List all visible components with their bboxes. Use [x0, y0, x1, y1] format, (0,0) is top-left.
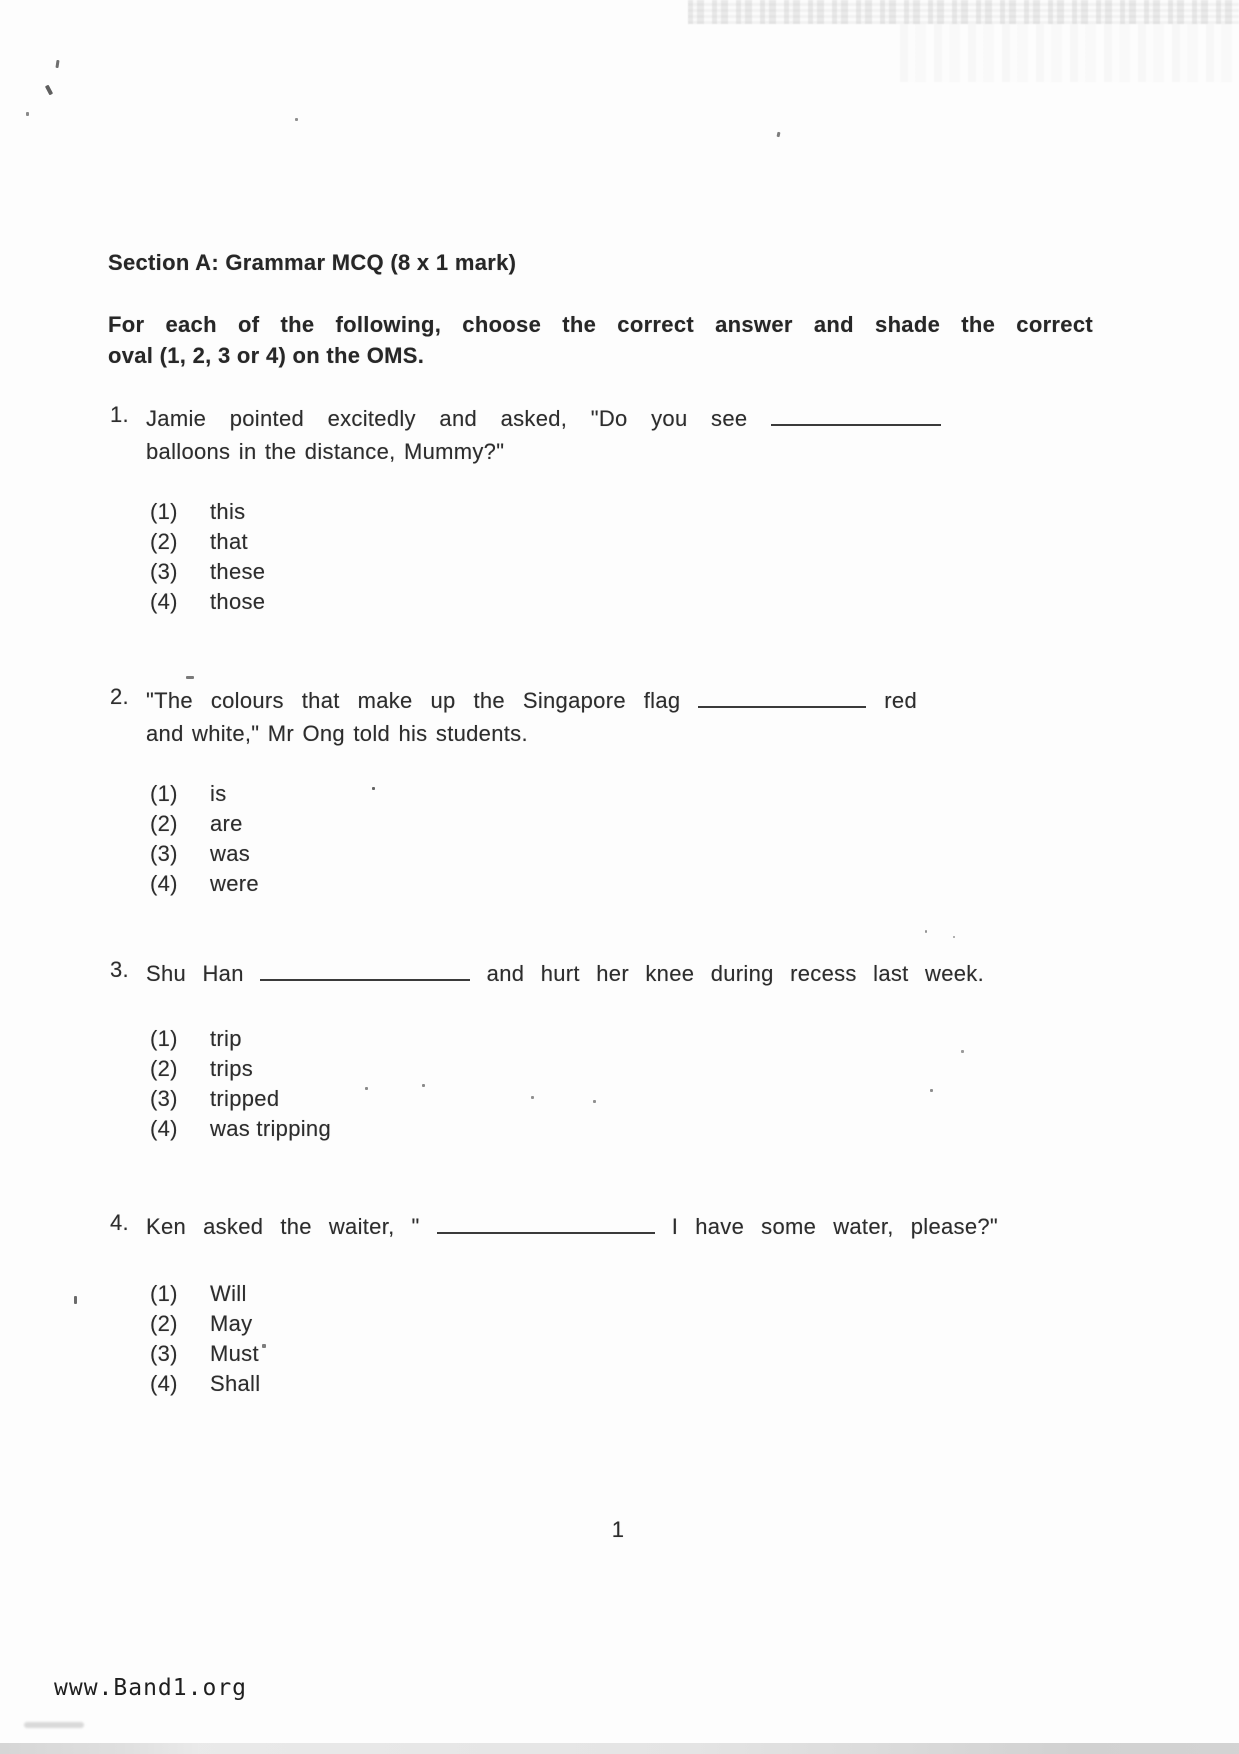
scan-speck: [777, 132, 781, 138]
option-label: was: [210, 841, 251, 866]
option-label: this: [210, 499, 246, 524]
option-row: [150, 809, 259, 839]
option-number: (1): [150, 1026, 178, 1051]
option-number: (2): [150, 1056, 178, 1081]
option-row: [150, 1369, 260, 1399]
question-4-answer-blank: [437, 1218, 655, 1234]
option-row: [150, 527, 265, 557]
option-number: (4): [150, 1116, 178, 1141]
scan-smudge: [24, 1722, 84, 1728]
section-heading: Section A: Grammar MCQ (8 x 1 mark): [108, 250, 517, 275]
scan-speck: [262, 1344, 266, 1348]
question-1: [110, 402, 941, 468]
option-row: [150, 1339, 260, 1369]
option-row: [150, 1084, 331, 1114]
option-row: [150, 1309, 260, 1339]
scan-noise-top-right: [900, 24, 1239, 82]
instructions-line-1: For each of the following, choose the correct answer and shade the correct: [108, 312, 1093, 337]
option-number: (3): [150, 1341, 178, 1366]
option-row: [150, 1024, 331, 1054]
question-1-line-1: [146, 402, 941, 435]
option-label: Must: [210, 1341, 259, 1366]
question-1-line-2: balloons in the distance, Mummy?": [146, 439, 505, 464]
option-row: [150, 839, 259, 869]
option-row: [150, 779, 259, 809]
scan-speck: [45, 85, 53, 96]
option-label: are: [210, 811, 243, 836]
scan-speck: [186, 676, 194, 679]
scan-noise-top: [688, 0, 1239, 24]
option-row: [150, 869, 259, 899]
option-label: that: [210, 529, 248, 554]
question-2-line-1: [146, 684, 917, 717]
option-label: trip: [210, 1026, 242, 1051]
option-label: these: [210, 559, 266, 584]
question-4-text-pre: Ken asked the waiter, ": [146, 1214, 420, 1239]
bottom-scan-bar: [0, 1743, 1239, 1754]
option-label: those: [210, 589, 266, 614]
question-2-options: [150, 779, 259, 899]
scan-speck: [953, 936, 955, 938]
question-1-answer-blank: [771, 410, 941, 426]
scan-speck: [930, 1089, 933, 1092]
option-label: tripped: [210, 1086, 280, 1111]
option-row: [150, 587, 265, 617]
option-row: [150, 1114, 331, 1144]
option-number: (3): [150, 1086, 178, 1111]
question-3-line-1: [146, 957, 984, 990]
instructions-line-2: oval (1, 2, 3 or 4) on the OMS.: [108, 343, 425, 368]
option-number: (1): [150, 499, 178, 524]
option-label: was tripping: [210, 1116, 331, 1141]
option-label: May: [210, 1311, 253, 1336]
option-number: (1): [150, 1281, 178, 1306]
option-number: (2): [150, 529, 178, 554]
option-number: (4): [150, 1371, 178, 1396]
question-3-number: 3.: [110, 957, 129, 982]
question-1-number: 1.: [110, 402, 129, 427]
question-3-options: [150, 1024, 331, 1144]
option-number: (2): [150, 1311, 178, 1336]
scan-speck: [295, 118, 298, 121]
question-4-options: [150, 1279, 260, 1399]
question-2-text-pre: "The colours that make up the Singapore flag: [146, 688, 681, 713]
scan-speck: [74, 1296, 77, 1304]
question-4: [110, 1210, 998, 1243]
option-number: (3): [150, 841, 178, 866]
question-3: [110, 957, 985, 990]
question-3-text-post: and hurt her knee during recess last week.: [486, 961, 985, 986]
scan-speck: [422, 1084, 425, 1087]
scan-speck: [365, 1087, 368, 1090]
option-label: Shall: [210, 1371, 261, 1396]
question-2-number: 2.: [110, 684, 129, 709]
option-label: were: [210, 871, 259, 896]
question-3-text-pre: Shu Han: [146, 961, 244, 986]
question-2-text-post: red: [884, 688, 917, 713]
question-2: [110, 684, 917, 750]
question-2-line-2: and white," Mr Ong told his students.: [146, 721, 528, 746]
option-number: (3): [150, 559, 178, 584]
option-label: Will: [210, 1281, 247, 1306]
option-label: trips: [210, 1056, 254, 1081]
scan-speck: [372, 787, 375, 790]
page-number: 1: [611, 1517, 625, 1542]
question-1-options: [150, 497, 265, 617]
option-row: [150, 557, 265, 587]
option-number: (4): [150, 871, 178, 896]
question-3-answer-blank: [260, 965, 470, 981]
scan-speck: [593, 1100, 596, 1103]
question-4-number: 4.: [110, 1210, 129, 1235]
question-1-text-pre: Jamie pointed excitedly and asked, "Do you see: [146, 406, 748, 431]
question-4-text-post: I have some water, please?": [671, 1214, 998, 1239]
option-number: (1): [150, 781, 178, 806]
scan-speck: [55, 60, 59, 68]
scan-speck: [531, 1096, 534, 1099]
option-row: [150, 1054, 331, 1084]
scan-speck: [26, 112, 29, 116]
question-4-line-1: [146, 1210, 998, 1243]
option-number: (4): [150, 589, 178, 614]
question-2-answer-blank: [698, 692, 866, 708]
option-row: [150, 497, 265, 527]
option-label: is: [210, 781, 227, 806]
scan-speck: [961, 1050, 964, 1053]
option-number: (2): [150, 811, 178, 836]
option-row: [150, 1279, 260, 1309]
scan-speck: [925, 930, 927, 933]
site-watermark: www.Band1.org: [54, 1675, 248, 1701]
